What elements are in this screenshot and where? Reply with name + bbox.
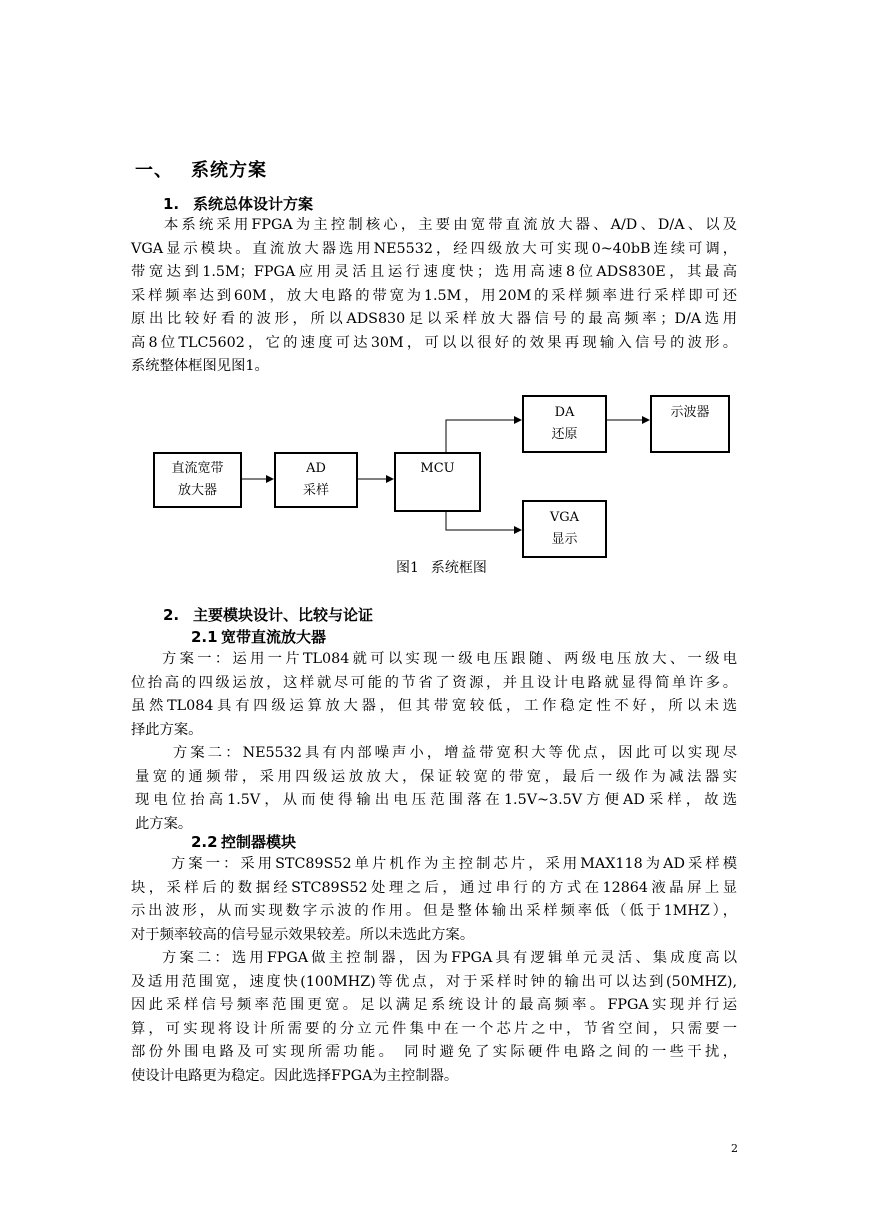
subsection-title: 系统总体设计方案 xyxy=(193,195,314,213)
section-heading xyxy=(135,156,267,182)
block-label: VGA xyxy=(549,510,580,525)
text-line: 使设计电路更为稳定。因此选择FPGA为主控制器。 xyxy=(131,1067,459,1084)
subsection-heading-1 xyxy=(163,193,313,214)
block-label: DA xyxy=(554,405,575,420)
text-line: 块，采样后的数据经STC89S52处理之后，通过串行的方式在12864液晶屏上显 xyxy=(131,879,737,896)
text-line: 方案一：采用STC89S52单片机作为主控制芯片，采用MAX118为AD采样模 xyxy=(171,856,737,872)
amplifier-block xyxy=(153,452,242,508)
figure-number: 图1 xyxy=(396,560,419,576)
text-line: 采样频率达到60M，放大电路的带宽为1.5M，用20M的采样频率进行采样即可还 xyxy=(131,287,737,304)
text-line: 示出波形，从而实现数字示波的作用。但是整体输出采样频率低（低于1MHZ）， xyxy=(131,903,737,919)
subsection-title: 宽带直流放大器 xyxy=(221,628,327,646)
text-line: 及适用范围宽，速度快(100MHZ)等优点，对于采样时钟的输出可以达到(50MHZ), xyxy=(131,973,737,990)
subsection-heading-2 xyxy=(163,604,373,625)
intro-paragraph xyxy=(131,214,737,379)
subsection-number: 1. xyxy=(163,195,180,213)
subsection-heading-2-2 xyxy=(191,831,296,852)
page-number: 2 xyxy=(731,1142,738,1155)
ctrl-option2-paragraph xyxy=(131,947,737,1088)
section-number: 一、 xyxy=(135,160,173,181)
text-line: 择此方案。 xyxy=(131,721,203,738)
subsection-number: 2.1 xyxy=(191,628,218,646)
text-line: 量宽的通频带，采用四级运放放大，保证较宽的带宽，最后一级作为减法器实 xyxy=(135,768,737,785)
block-label: 采样 xyxy=(302,483,329,498)
text-line: 虽然TL084具有四级运算放大器，但其带宽较低，工作稳定性不好，所以未选 xyxy=(131,698,737,714)
text-line: 对于频率较高的信号显示效果较差。所以未选此方案。 xyxy=(131,926,475,943)
text-line: 本系统采用FPGA为主控制核心，主要由宽带直流放大器、A/D、D/A、以及 xyxy=(164,217,737,233)
text-line: VGA显示模块。直流放大器选用NE5532，经四级放大可实现0~40bB连续可调， xyxy=(131,240,737,257)
block-label: 直流宽带 xyxy=(171,461,224,476)
text-line: 带宽达到1.5M；FPGA应用灵活且运行速度快；选用高速8位ADS830E，其最高 xyxy=(131,264,737,280)
block-label: 放大器 xyxy=(177,483,217,498)
text-line: 现电位抬高1.5V，从而使得输出电压范围落在1.5V~3.5V方便AD采样，故选 xyxy=(135,792,737,808)
text-line: 系统整体框图见图1。 xyxy=(131,358,269,374)
subsection-title: 主要模块设计、比较与论证 xyxy=(193,606,374,624)
amp-option2-paragraph xyxy=(135,742,737,836)
text-line: 方案二：NE5532具有内部噪声小，增益带宽积大等优点，因此可以实现尽 xyxy=(173,745,737,761)
block-label: MCU xyxy=(420,461,455,476)
subsection-heading-2-1 xyxy=(191,626,326,647)
da-block xyxy=(522,395,607,453)
subsection-title: 控制器模块 xyxy=(221,833,297,851)
mcu-block xyxy=(394,452,481,512)
text-line: 因此采样信号频率范围更宽。足以满足系统设计的最高频率。FPGA实现并行运 xyxy=(131,997,737,1013)
subsection-number: 2.2 xyxy=(191,833,218,851)
ad-sampling-block xyxy=(274,452,358,508)
text-line: 此方案。 xyxy=(135,815,193,832)
arrow-mcu-to-vga xyxy=(446,512,521,530)
block-label: 显示 xyxy=(551,532,578,547)
text-line: 方案一：运用一片TL084就可以实现一级电压跟随、两级电压放大、一级电 xyxy=(162,651,737,667)
vga-block xyxy=(522,500,607,558)
text-line: 部份外围电路及可实现所需功能。 同时避免了实际硬件电路之间的一些干扰， xyxy=(131,1044,737,1060)
text-line: 原出比较好看的波形，所以ADS830足以采样放大器信号的最高频率；D/A选用 xyxy=(131,311,737,327)
section-title: 系统方案 xyxy=(191,160,267,181)
text-line: 位抬高的四级运放，这样就尽可能的节省了资源，并且设计电路就显得简单许多。 xyxy=(131,674,737,691)
arrow-mcu-to-da xyxy=(446,420,521,452)
text-line: 算，可实现将设计所需要的分立元件集中在一个芯片之中，节省空间，只需要一 xyxy=(131,1020,737,1037)
figure-caption xyxy=(396,557,487,577)
amp-option1-paragraph xyxy=(131,648,737,742)
block-label: 还原 xyxy=(551,427,578,442)
block-label: 示波器 xyxy=(670,405,710,420)
figure-title: 系统框图 xyxy=(430,560,487,576)
ctrl-option1-paragraph xyxy=(131,853,737,947)
text-line: 高8位TLC5602，它的速度可达30M，可以以很好的效果再现输入信号的波形。 xyxy=(131,334,737,351)
oscilloscope-block xyxy=(650,395,730,453)
subsection-number: 2. xyxy=(163,606,180,624)
text-line: 方案二：选用FPGA做主控制器，因为FPGA具有逻辑单元灵活、集成度高以 xyxy=(162,950,737,966)
block-label: AD xyxy=(306,461,326,476)
